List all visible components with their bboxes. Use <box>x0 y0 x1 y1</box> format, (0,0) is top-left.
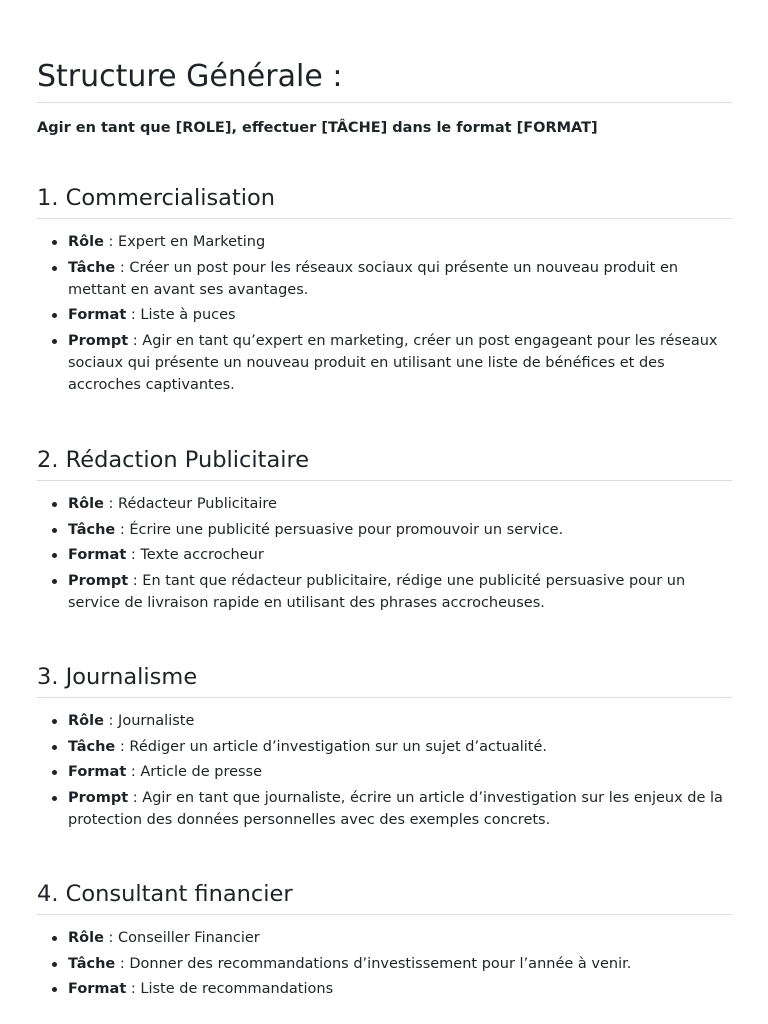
item-separator: : <box>103 713 119 729</box>
item-key: Tâche <box>68 738 116 755</box>
list-item <box>68 304 732 326</box>
item-separator: : <box>103 930 119 946</box>
item-value: Agir en tant qu’expert en marketing, créer un post engageant pour les réseaux sociaux qui présente un nouveau produit en utilisant une liste de bénéfices et des accroches captivantes. <box>68 332 718 393</box>
item-key: Prompt <box>68 332 129 349</box>
item-key: Prompt <box>68 572 129 589</box>
item-value: Journaliste <box>118 713 195 729</box>
item-separator: : <box>115 521 130 538</box>
list-item <box>68 953 732 975</box>
list-item <box>68 761 732 783</box>
item-value: Texte accrocheur <box>140 547 264 563</box>
item-key: Format <box>68 981 127 997</box>
item-value: Écrire une publicité persuasive pour promouvoir un service. <box>129 521 564 538</box>
section-heading: 4. Consultant financier <box>37 879 732 915</box>
item-key: Format <box>68 307 127 323</box>
list-item <box>68 330 732 396</box>
item-key: Rôle <box>68 713 104 729</box>
list-item <box>68 257 732 301</box>
item-separator: : <box>128 332 143 349</box>
item-value: Liste de recommandations <box>140 981 334 997</box>
list-item <box>68 927 732 949</box>
item-value: En tant que rédacteur publicitaire, rédige une publicité persuasive pour un service de livraison rapide en utilisant des phrases accrocheuses. <box>68 572 686 611</box>
item-value: Conseiller Financier <box>118 930 260 946</box>
item-separator: : <box>128 789 143 806</box>
item-key: Format <box>68 547 127 563</box>
item-value: Liste à puces <box>140 307 236 323</box>
item-key: Rôle <box>68 496 104 512</box>
bullet-list <box>37 710 732 831</box>
item-value: Rédiger un article d’investigation sur un sujet d’actualité. <box>129 738 548 755</box>
item-separator: : <box>115 955 130 972</box>
item-separator: : <box>103 234 119 250</box>
list-item <box>68 544 732 566</box>
bullet-list <box>37 493 732 614</box>
list-item <box>68 231 732 253</box>
item-separator: : <box>126 307 141 323</box>
item-value: Créer un post pour les réseaux sociaux qui présente un nouveau produit en mettant en avant ses avantages. <box>68 259 679 298</box>
list-item <box>68 493 732 515</box>
item-key: Prompt <box>68 789 129 806</box>
section-journalisme <box>37 617 732 831</box>
page-title: Structure Générale : <box>37 0 732 103</box>
item-value: Donner des recommandations d’investissement pour l’année à venir. <box>129 955 632 972</box>
section-heading: 2. Rédaction Publicitaire <box>37 445 732 481</box>
section-consultant-financier <box>37 834 732 1000</box>
item-value: Rédacteur Publicitaire <box>118 496 277 512</box>
item-key: Tâche <box>68 259 116 276</box>
item-value: Expert en Marketing <box>118 234 266 250</box>
item-key: Rôle <box>68 234 104 250</box>
item-key: Format <box>68 764 127 780</box>
item-key: Rôle <box>68 930 104 946</box>
item-separator: : <box>126 547 141 563</box>
item-key: Tâche <box>68 955 116 972</box>
list-item <box>68 519 732 541</box>
bullet-list <box>37 231 732 396</box>
item-separator: : <box>126 764 141 780</box>
item-separator: : <box>115 259 130 276</box>
bullet-list <box>37 927 732 1000</box>
intro-text: Agir en tant que [ROLE], effectuer [TÂCHE] dans le format [FORMAT] <box>37 120 598 136</box>
list-item <box>68 736 732 758</box>
list-item <box>68 978 732 1000</box>
list-item <box>68 710 732 732</box>
section-heading: 3. Journalisme <box>37 662 732 698</box>
item-separator: : <box>128 572 143 589</box>
list-item <box>68 570 732 614</box>
section-redaction-publicitaire <box>37 399 732 614</box>
item-separator: : <box>103 496 119 512</box>
item-separator: : <box>126 981 141 997</box>
item-separator: : <box>115 738 130 755</box>
list-item <box>68 787 732 831</box>
item-value: Article de presse <box>140 764 263 780</box>
item-value: Agir en tant que journaliste, écrire un article d’investigation sur les enjeux de la protection des données personnelles avec des exemples concrets. <box>68 789 723 828</box>
section-heading: 1. Commercialisation <box>37 183 732 219</box>
item-key: Tâche <box>68 521 116 538</box>
section-commercialisation <box>37 139 732 396</box>
